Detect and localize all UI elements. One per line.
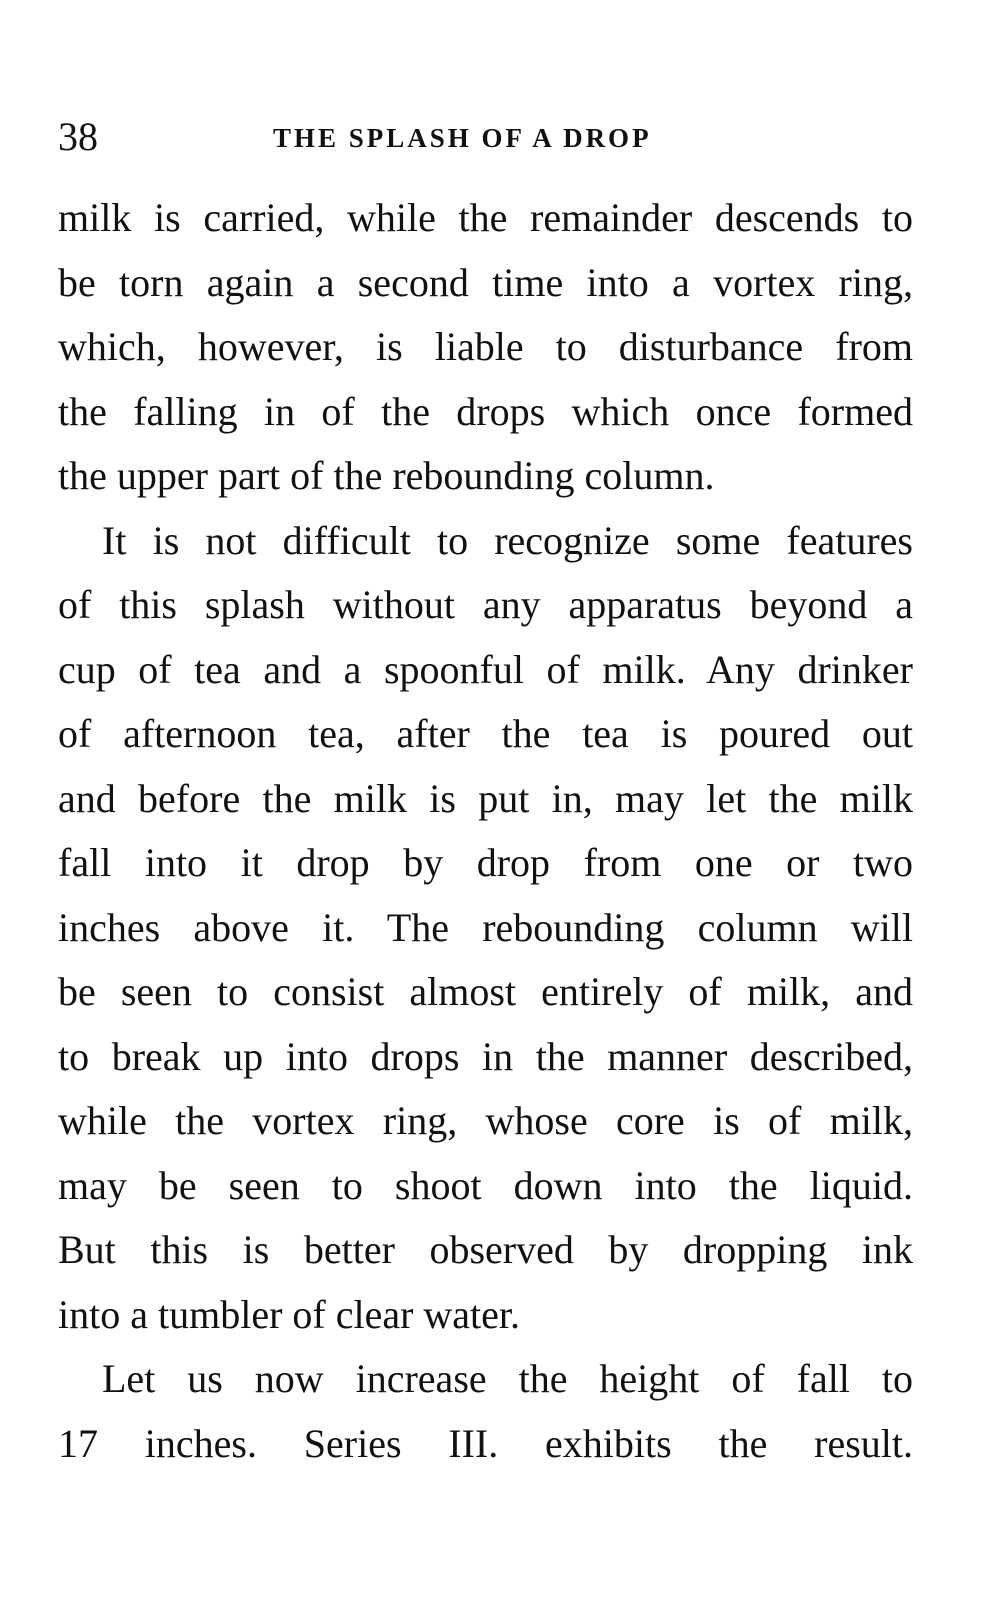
page-header [58, 112, 913, 162]
text-line: to break up into drops in the manner described, [58, 1033, 913, 1079]
running-head: THE SPLASH OF A DROP [273, 123, 652, 153]
text-line: which, however, is liable to disturbance from [58, 324, 913, 369]
body-text [58, 186, 913, 1476]
text-line: the falling in of the drops which once formed [58, 388, 913, 434]
paragraph [58, 509, 913, 1348]
text-line: of this splash without any apparatus beyond a [58, 582, 913, 627]
text-line: may be seen to shoot down into the liquid. [58, 1162, 913, 1208]
page-number: 38 [58, 114, 98, 159]
text-line: fall into it drop by drop from one or two [58, 840, 913, 885]
text-line: into a tumbler of clear water. [58, 1291, 521, 1337]
text-line: cup of tea and a spoonful of milk. Any drinker [58, 646, 913, 692]
text-line: and before the milk is put in, may let the milk [58, 775, 913, 821]
text-line: It is not difficult to recognize some features [102, 517, 913, 563]
text-line: But this is better observed by dropping ink [58, 1227, 913, 1272]
text-line: the upper part of the rebounding column. [58, 453, 715, 498]
text-line: be torn again a second time into a vortex ring, [58, 259, 913, 305]
text-line: inches above it. The rebounding column will [58, 904, 913, 950]
text-line: Let us now increase the height of fall to [102, 1356, 913, 1401]
text-line: milk is carried, while the remainder descends to [58, 195, 913, 240]
text-line: of afternoon tea, after the tea is poured out [58, 711, 913, 756]
text-line: be seen to consist almost entirely of milk, and [58, 969, 913, 1014]
text-line: 17 inches. Series III. exhibits the result. [58, 1420, 913, 1466]
text-line: while the vortex ring, whose core is of milk, [58, 1098, 913, 1143]
paragraph [58, 186, 913, 509]
paragraph [58, 1347, 913, 1476]
